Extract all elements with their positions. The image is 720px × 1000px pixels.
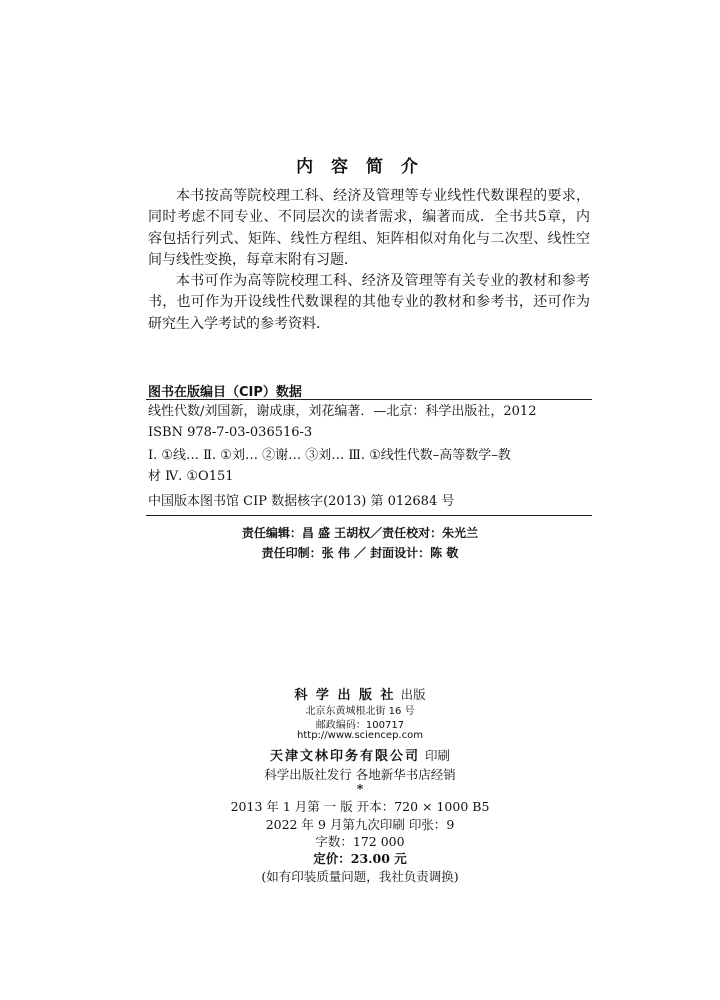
quality-notice: (如有印装质量问题，我社负责调换) [261,869,459,884]
cip-title: 图书在版编目（CIP）数据 [148,385,302,400]
staff-line-2: 责任印制：张 伟 ／ 封面设计：陈 敬 [261,546,459,560]
word-count: 字数：172 000 [315,834,405,849]
cip-bottom-rule [146,515,592,516]
publisher-address: 北京东黄城根北街 16 号 [305,706,415,717]
cip-classification-2: 材 Ⅳ. ①O151 [148,469,234,484]
cip-classification-1: Ⅰ. ①线… Ⅱ. ①刘… ②谢… ③刘… Ⅲ. ①线性代数–高等数学–教 [148,448,511,463]
printer-name: 天津文林印务有限公司 [269,749,420,764]
summary-paragraph-2: 本书可作为高等院校理工科、经济及管理等有关专业的教材和参考书，也可作为开设线性代数课程的其他专业的教材和参考书，还可作为研究生入学考试的参考资料． [148,273,590,332]
publisher-name: 科 学 出 版 社 [294,688,396,703]
publisher-suffix: 出版 [400,687,426,702]
printing-line: 2022 年 9 月第九次印刷 印张：9 [265,817,455,832]
price: 定价：23.00 元 [313,851,407,866]
summary-paragraph-1: 本书按高等院校理工科、经济及管理等专业线性代数课程的要求，同时考虑不同专业、不同层次的读者需求，编著而成．全书共5章，内容包括行列式、矩阵、线性方程组、矩阵相似对角化与二次型、线性空间与线性变换，每章末附有习题． [148,188,590,268]
cip-bibliographic-line: 线性代数/刘国新，谢成康，刘花编著．—北京：科学出版社，2012 [148,404,537,419]
edition-line: 2013 年 1 月第 一 版 开本：720 × 1000 B5 [230,799,490,814]
publisher-url: http://www.sciencep.com [297,730,423,741]
cip-core-number: 中国版本图书馆 CIP 数据核字(2013) 第 012684 号 [148,494,455,509]
summary-heading: 内 容 简 介 [296,157,424,177]
separator-star: * [356,781,364,796]
distribution-line: 科学出版社发行 各地新华书店经销 [264,767,456,782]
printer-suffix: 印刷 [425,748,451,763]
staff-line-1: 责任编辑：昌 盛 王胡权／责任校对：朱光兰 [241,526,479,540]
publisher-postcode: 邮政编码：100717 [315,720,405,731]
cip-top-rule [146,399,592,400]
publisher-line [0,684,720,703]
printer-line [0,745,720,764]
cip-isbn: ISBN 978-7-03-036516-3 [148,425,313,440]
